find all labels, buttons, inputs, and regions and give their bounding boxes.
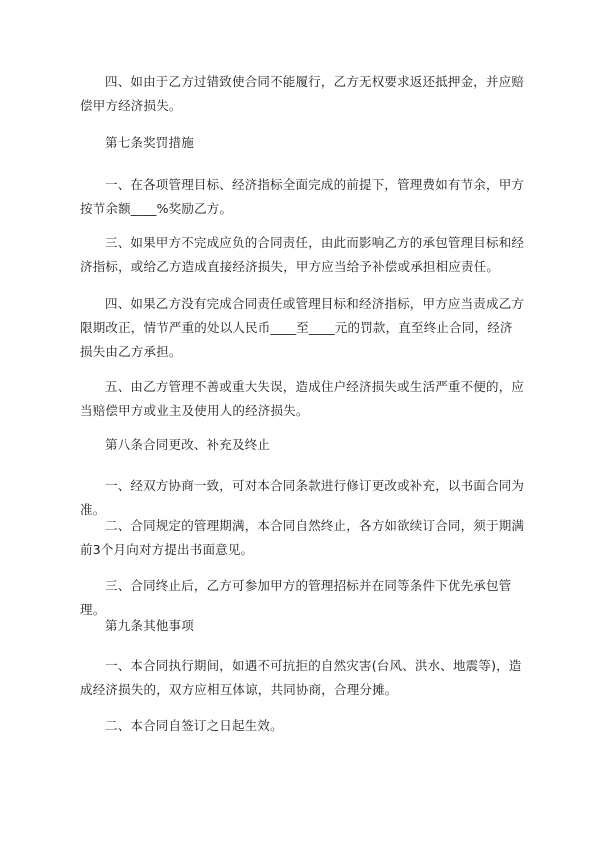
paragraph-article7-clause4: 四、如果乙方没有完成合同责任或管理目标和经济指标，甲方应当责成乙方限期改正，情节严重的处以人民币____至____元的罚款，直至终止合同，经济损失由乙方承担。: [80, 296, 525, 359]
heading-article9: 第九条其他事项: [105, 618, 194, 633]
paragraph-article8-clause3: 三、合同终止后，乙方可参加甲方的管理招标并在同等条件下优先承包管理。: [80, 578, 512, 617]
heading-article7: 第七条奖罚措施: [105, 135, 194, 150]
paragraph-article6-clause4: 四、如由于乙方过错致使合同不能履行，乙方无权要求返还抵押金，并应赔偿甲方经济损失。: [80, 74, 525, 113]
paragraph-article9-clause2: 二、本合同自签订之日起生效。: [105, 718, 283, 733]
paragraph-article7-clause1: 一、在各项管理目标、经济指标全面完成的前提下，管理费如有节余，甲方按节余额____%奖励乙方。: [80, 177, 525, 216]
paragraph-article7-clause5: 五、由乙方管理不善或重大失误，造成住户经济损失或生活严重不便的，应当赔偿甲方或业主及使用人的经济损失。: [80, 379, 525, 418]
heading-article8: 第八条合同更改、补充及终止: [105, 437, 271, 452]
paragraph-article8-clause1: 一、经双方协商一致，可对本合同条款进行修订更改或补充，以书面合同为准。: [80, 478, 525, 517]
paragraph-article9-clause1: 一、本合同执行期间，如遇不可抗拒的自然灾害(台风、洪水、地震等)，造成经济损失的，双方应相互体谅，共同协商，合理分摊。: [80, 658, 522, 697]
paragraph-article8-clause2: 二、合同规定的管理期满，本合同自然终止，各方如欲续订合同，须于期满前3个月向对方提出书面意见。: [80, 518, 525, 557]
paragraph-article7-clause3: 三、如果甲方不完成应负的合同责任，由此而影响乙方的承包管理目标和经济指标，或给乙方造成直接经济损失，甲方应当给予补偿或承担相应责任。: [80, 235, 525, 274]
